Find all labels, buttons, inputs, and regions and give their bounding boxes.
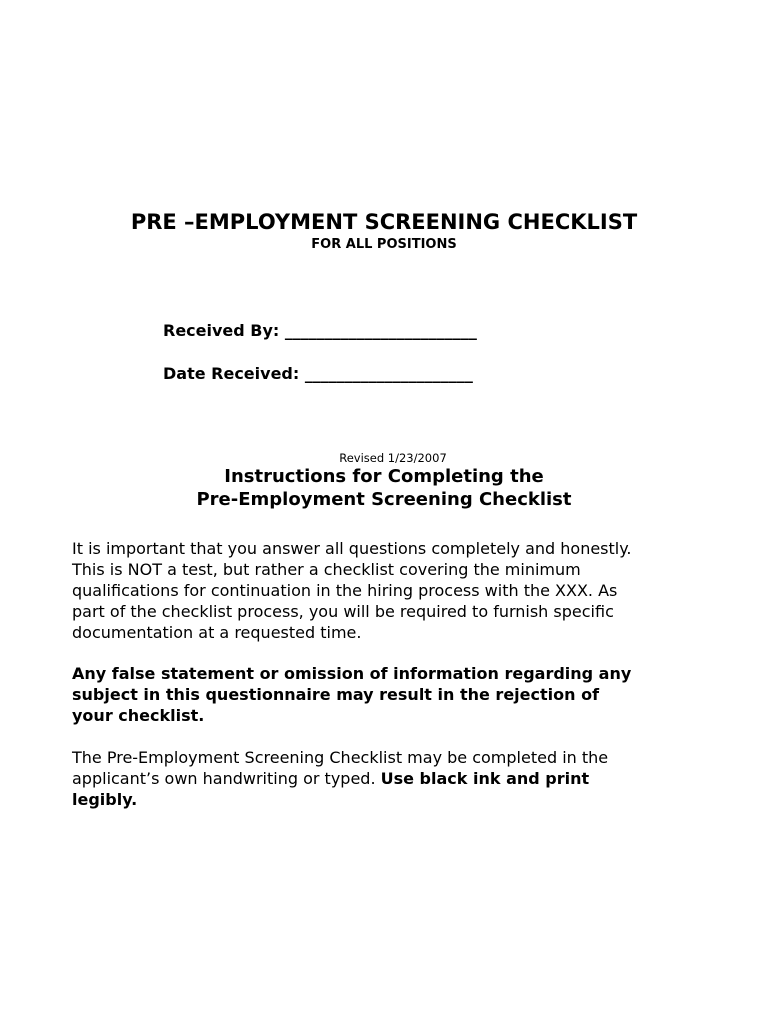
instructions-heading-line-1: Instructions for Completing the	[224, 466, 544, 487]
paragraph-1-line-3: qualifications for continuation in the hiring process with the XXX. As	[72, 581, 618, 600]
paragraph-2-line-3: your checklist.	[72, 706, 205, 725]
instructions-heading	[0, 465, 768, 511]
paragraph-1-line-2: This is NOT a test, but rather a checklist covering the minimum	[72, 560, 581, 579]
paragraph-3-line-1: The Pre-Employment Screening Checklist may be completed in the	[72, 748, 609, 767]
document-subtitle: FOR ALL POSITIONS	[311, 237, 457, 252]
paragraph-2-line-2: subject in this questionnaire may result in the rejection of	[72, 685, 600, 704]
completion-paragraph	[72, 747, 712, 810]
document-title: PRE –EMPLOYMENT SCREENING CHECKLIST	[130, 210, 638, 234]
paragraph-1-line-1: It is important that you answer all questions completely and honestly.	[72, 539, 632, 558]
instructions-paragraph-1	[72, 538, 712, 643]
paragraph-3-line-2-emphasis: Use black ink and print	[380, 769, 590, 788]
paragraph-1-line-5: documentation at a requested time.	[72, 623, 362, 642]
instructions-heading-line-2: Pre-Employment Screening Checklist	[196, 489, 572, 510]
paragraph-3-line-3-emphasis: legibly.	[72, 790, 138, 809]
warning-paragraph	[72, 663, 712, 726]
paragraph-2-line-1: Any false statement or omission of information regarding any	[72, 664, 632, 683]
date-received-field: Date Received: _____________________	[163, 364, 473, 383]
revised-date: Revised 1/23/2007	[339, 451, 447, 465]
received-by-field: Received By: ________________________	[163, 321, 477, 340]
paragraph-3-line-2: applicant’s own handwriting or typed.	[72, 769, 381, 788]
paragraph-1-line-4: part of the checklist process, you will be required to furnish specific	[72, 602, 614, 621]
